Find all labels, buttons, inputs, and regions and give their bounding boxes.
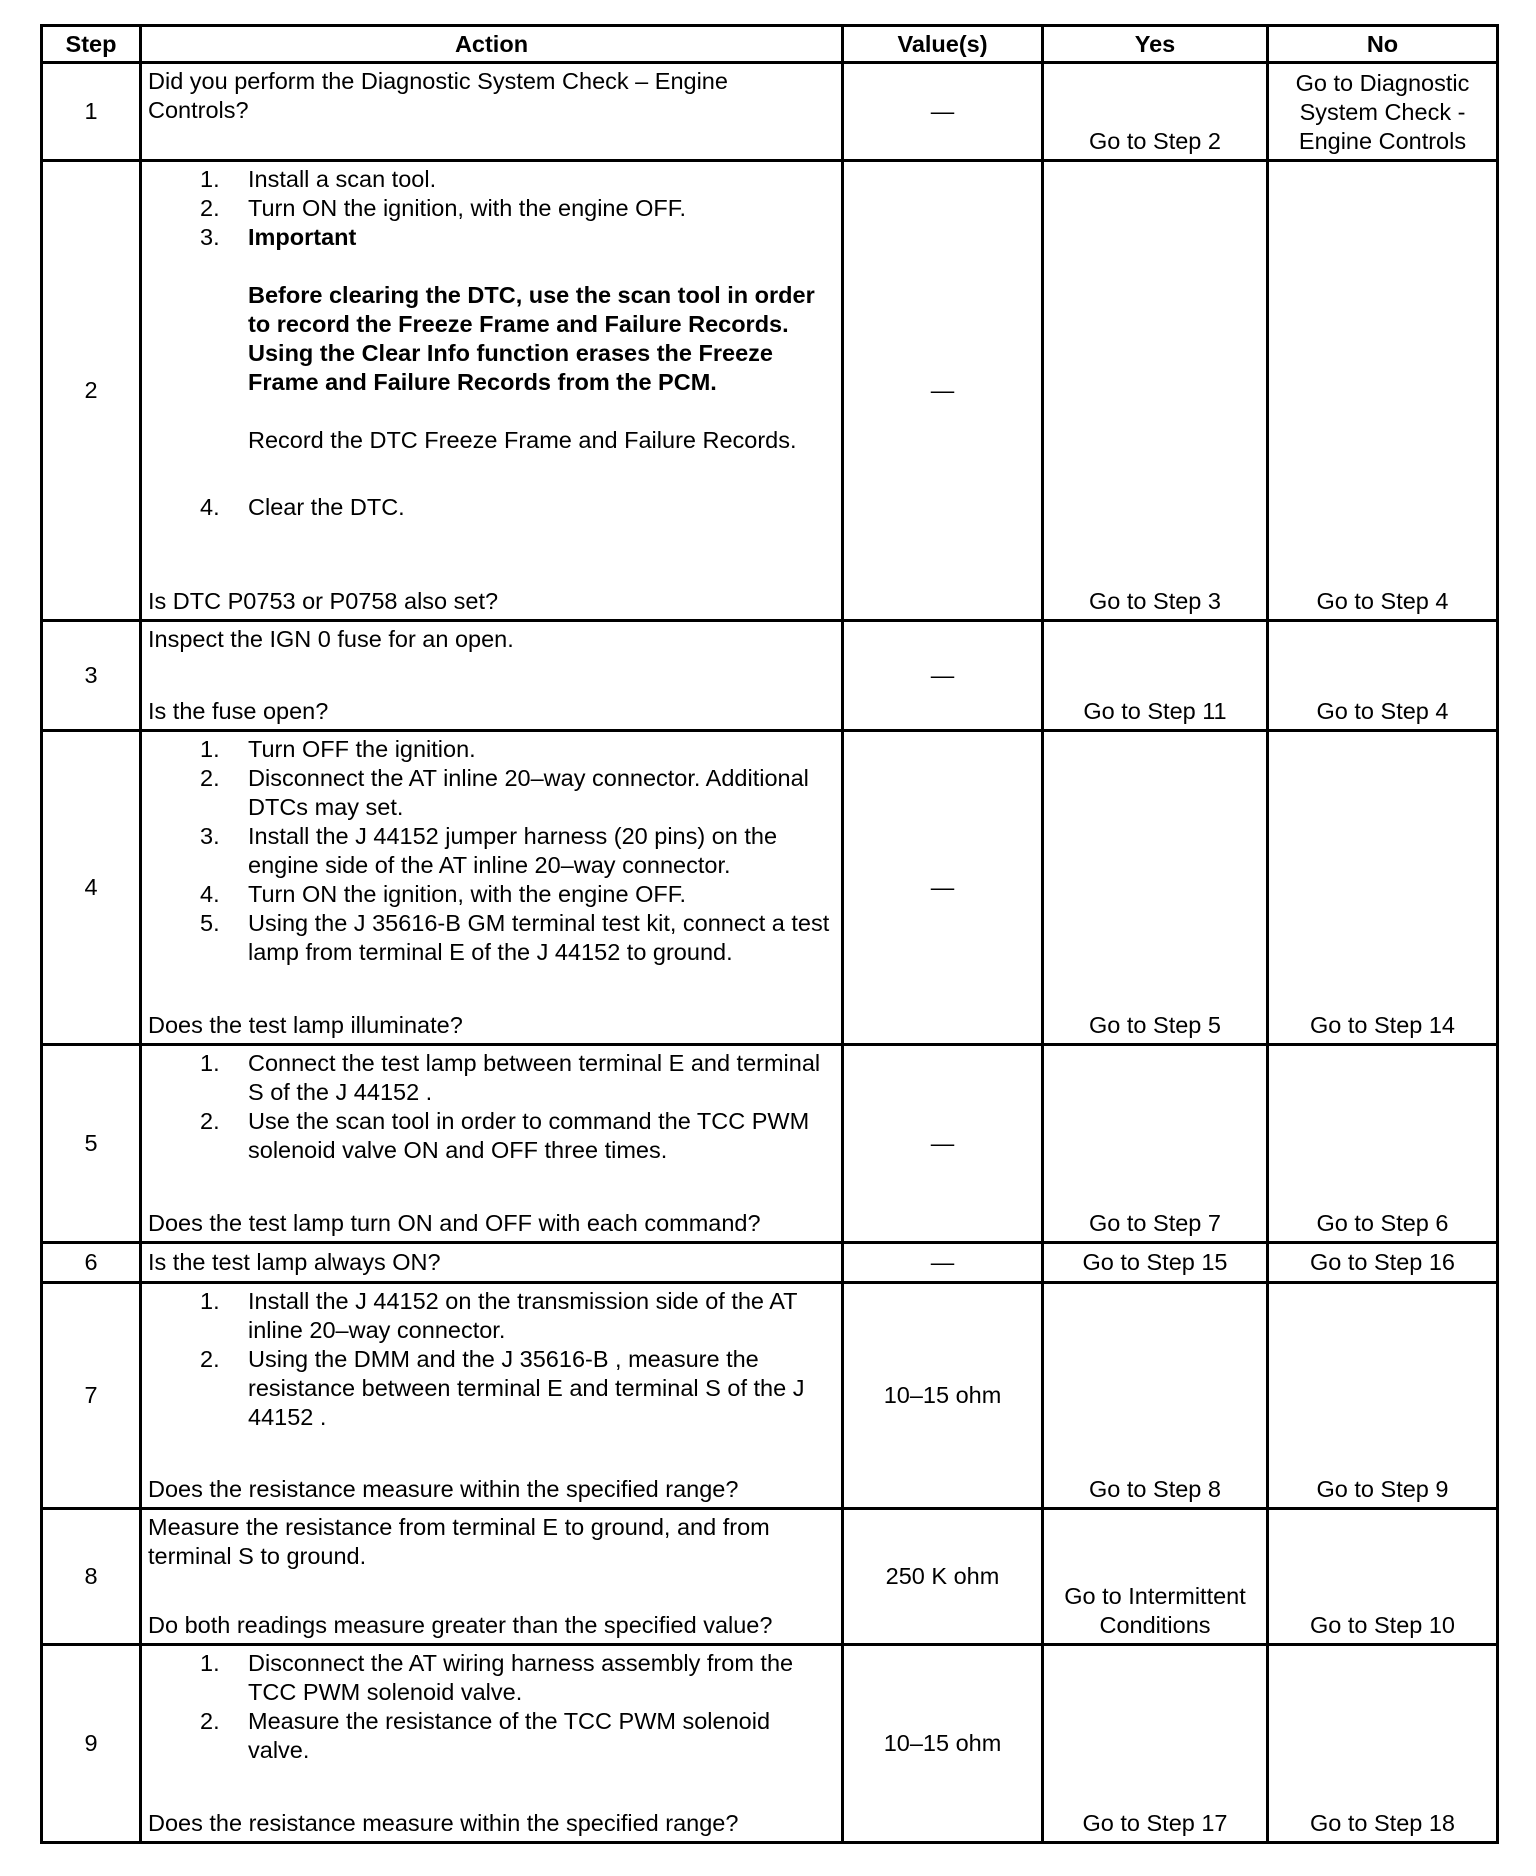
value-cell: — (843, 1045, 1043, 1243)
table-row-step-4 (42, 731, 1498, 1045)
no-link[interactable]: Go to Diagnostic System Check - Engine Controls (1268, 63, 1498, 161)
header-yes: Yes (1043, 26, 1268, 63)
action-list (148, 1287, 835, 1432)
action-list (148, 1049, 835, 1165)
action-text: Inspect the IGN 0 fuse for an open. (148, 626, 514, 652)
step-number: 9 (42, 1645, 141, 1843)
question-text: Is the fuse open? (148, 698, 329, 724)
list-item: 4. Clear the DTC. (200, 494, 405, 520)
action-cell (141, 1645, 843, 1843)
important-after-text: Record the DTC Freeze Frame and Failure Records. (248, 427, 797, 453)
table-header-row (42, 26, 1498, 63)
table-row-step-2 (42, 161, 1498, 621)
list-item: 1. Install the J 44152 on the transmission side of the AT inline 20–way connector. (200, 1288, 798, 1343)
no-link[interactable]: Go to Step 16 (1268, 1243, 1498, 1283)
list-item: 2. Using the DMM and the J 35616-B , measure the resistance between terminal E and terminal S of the J 44152 . (200, 1346, 805, 1430)
value-cell: 10–15 ohm (843, 1645, 1043, 1843)
action-cell (141, 621, 843, 731)
table-row-step-6 (42, 1243, 1498, 1283)
value-cell: — (843, 63, 1043, 161)
value-cell: — (843, 621, 1043, 731)
diagnostic-table (40, 24, 1499, 1844)
yes-link[interactable]: Go to Step 3 (1043, 161, 1268, 621)
value-cell: — (843, 731, 1043, 1045)
yes-link[interactable]: Go to Step 2 (1043, 63, 1268, 161)
action-cell (141, 161, 843, 621)
important-text: Before clearing the DTC, use the scan tool in order to record the Freeze Frame and Failure Records. Using the Clear Info function erases the Freeze Frame and Failure Records from the PCM. (248, 282, 815, 395)
no-link[interactable]: Go to Step 10 (1268, 1509, 1498, 1645)
header-action: Action (141, 26, 843, 63)
action-list (148, 735, 835, 967)
no-link[interactable]: Go to Step 4 (1268, 621, 1498, 731)
header-step: Step (42, 26, 141, 63)
value-cell: — (843, 1243, 1043, 1283)
no-link[interactable]: Go to Step 18 (1268, 1645, 1498, 1843)
step-number: 8 (42, 1509, 141, 1645)
table-row-step-9 (42, 1645, 1498, 1843)
step-number: 1 (42, 63, 141, 161)
no-link[interactable]: Go to Step 6 (1268, 1045, 1498, 1243)
step-number: 6 (42, 1243, 141, 1283)
no-link[interactable]: Go to Step 4 (1268, 161, 1498, 621)
question-text: Do both readings measure greater than the specified value? (148, 1612, 773, 1638)
list-item: 2. Disconnect the AT inline 20–way connector. Additional DTCs may set. (200, 765, 809, 820)
list-item: 1. Install a scan tool. (200, 166, 437, 192)
table-row-step-3 (42, 621, 1498, 731)
header-no: No (1268, 26, 1498, 63)
no-link[interactable]: Go to Step 9 (1268, 1283, 1498, 1509)
action-text: Did you perform the Diagnostic System Check – Engine Controls? (141, 63, 843, 161)
action-list (148, 1649, 835, 1765)
table-row-step-7 (42, 1283, 1498, 1509)
list-item: 3. Install the J 44152 jumper harness (20 pins) on the engine side of the AT inline 20–way connector. (200, 823, 778, 878)
action-cell (141, 731, 843, 1045)
action-list (148, 165, 835, 522)
step-number: 3 (42, 621, 141, 731)
diagnostic-table-container (40, 24, 1496, 1844)
yes-link[interactable]: Go to Step 11 (1043, 621, 1268, 731)
step-number: 5 (42, 1045, 141, 1243)
step-number: 7 (42, 1283, 141, 1509)
question-text: Does the test lamp turn ON and OFF with each command? (148, 1210, 761, 1236)
step-number: 2 (42, 161, 141, 621)
question-text: Does the test lamp illuminate? (148, 1012, 463, 1038)
yes-link[interactable]: Go to Intermittent Conditions (1043, 1509, 1268, 1645)
yes-link[interactable]: Go to Step 8 (1043, 1283, 1268, 1509)
question-text: Is DTC P0753 or P0758 also set? (148, 588, 499, 614)
list-item: 4. Turn ON the ignition, with the engine OFF. (200, 881, 687, 907)
question-text: Does the resistance measure within the specified range? (148, 1810, 739, 1836)
list-item: 3. Important Before clearing the DTC, use the scan tool in order to record the Freeze Frame and Failure Records. Using the Clear Info function erases the Freeze Frame and Failure Records from the PCM. Record the DTC Freeze Frame and Failure Records. (148, 223, 835, 493)
list-item: 2. Measure the resistance of the TCC PWM solenoid valve. (200, 1708, 771, 1763)
list-item: 2. Turn ON the ignition, with the engine OFF. (200, 195, 687, 221)
question-text: Does the resistance measure within the specified range? (148, 1476, 739, 1502)
list-item: 1. Disconnect the AT wiring harness assembly from the TCC PWM solenoid valve. (200, 1650, 794, 1705)
action-cell (141, 1509, 843, 1645)
no-link[interactable]: Go to Step 14 (1268, 731, 1498, 1045)
step-number: 4 (42, 731, 141, 1045)
action-text: Is the test lamp always ON? (141, 1243, 843, 1283)
table-row-step-8 (42, 1509, 1498, 1645)
important-label: Important (248, 224, 357, 250)
header-values: Value(s) (843, 26, 1043, 63)
list-item: 1. Turn OFF the ignition. (200, 736, 476, 762)
action-text: Measure the resistance from terminal E to ground, and from terminal S to ground. (148, 1514, 770, 1569)
value-cell: 10–15 ohm (843, 1283, 1043, 1509)
list-item: 2. Use the scan tool in order to command the TCC PWM solenoid valve ON and OFF three times. (200, 1108, 810, 1163)
yes-link[interactable]: Go to Step 17 (1043, 1645, 1268, 1843)
action-cell (141, 1045, 843, 1243)
yes-link[interactable]: Go to Step 15 (1043, 1243, 1268, 1283)
list-item: 1. Connect the test lamp between terminal E and terminal S of the J 44152 . (200, 1050, 821, 1105)
list-item: 5. Using the J 35616-B GM terminal test kit, connect a test lamp from terminal E of the J 44152 to ground. (200, 910, 830, 965)
yes-link[interactable]: Go to Step 5 (1043, 731, 1268, 1045)
table-row-step-5 (42, 1045, 1498, 1243)
value-cell: — (843, 161, 1043, 621)
value-cell: 250 K ohm (843, 1509, 1043, 1645)
table-row-step-1 (42, 63, 1498, 161)
action-cell (141, 1283, 843, 1509)
yes-link[interactable]: Go to Step 7 (1043, 1045, 1268, 1243)
